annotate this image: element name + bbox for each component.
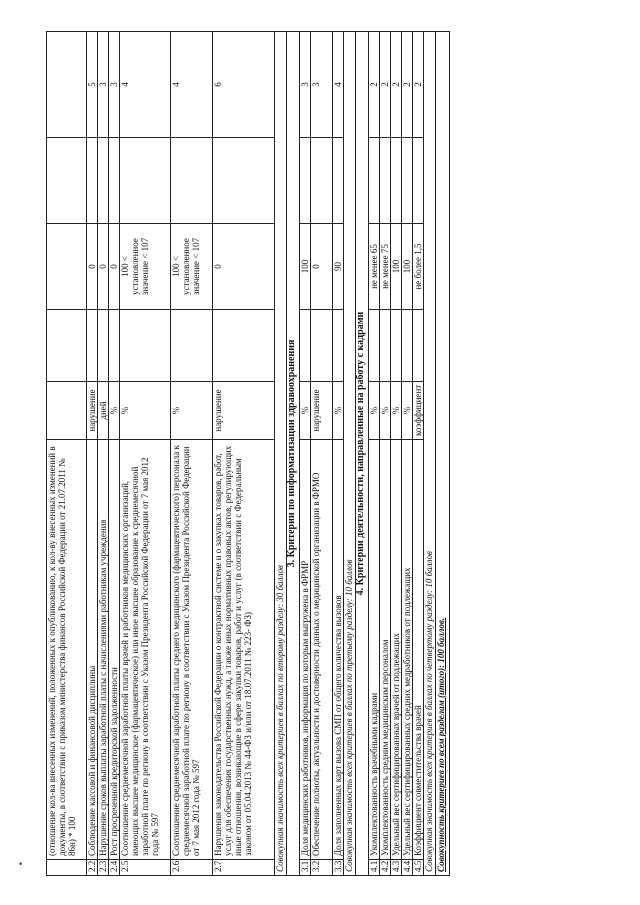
row-unit: нарушение [87,382,98,440]
row-empty [171,138,213,224]
row-unit: % [171,382,213,440]
table-row [380,32,391,876]
row-empty [391,138,402,224]
row-empty [402,138,413,224]
section-header-row [356,32,369,876]
row-score: 4 [120,32,171,138]
section-3-title: 3. Критерии по информатизации здравоохранения [287,32,300,876]
table-row [300,32,311,876]
row-unit: % [380,382,391,440]
row-unit: % [109,382,120,440]
row-criterion: Доля медицинских работников, информация по которым выгружена в ФРМР [300,440,311,860]
row-number: 3.1 [300,860,311,876]
row-score: 2 [391,32,402,138]
table-row [98,32,109,876]
row-score: 3 [98,32,109,138]
scan-mark: • [18,860,24,870]
row-empty [47,138,87,224]
row-number: 4.5 [413,860,424,876]
row-criterion: Укомплектованность врачебными кадрами [369,440,380,860]
section-2-total: Совокупная значимость всех критериев в баллах по второму разделу: 30 баллов [275,32,287,876]
row-norm: 0 [87,224,98,310]
row-norm: 0 [98,224,109,310]
row-number: 2.5 [120,860,171,876]
row-score: 2 [380,32,391,138]
row-unit: % [300,382,311,440]
row-number: 2.7 [213,860,275,876]
row-norm: 0 [311,224,333,310]
table-row [47,32,87,876]
row-criterion: Соотношение среднемесячной заработной платы врачей и работников медицинских организаций, имеющих высшее медицинское (фармацевтическое) или иное высшее образование к среднемесячной заработной плате по региону в соответствии с Указом Президента Российской Федерации от 7 мая 2012 года № 597 [120,440,171,860]
table-row [391,32,402,876]
row-unit: % [402,382,413,440]
row-criterion: Обеспечение полноты, актуальности и достоверности данных о медицинской организации в ФРМО [311,440,333,860]
row-number: 4.3 [391,860,402,876]
row-criterion: Соблюдение кассовой и финансовой дисциплины [87,440,98,860]
row-number: 3.3 [333,860,344,876]
row-empty [98,310,109,382]
section-total-row [275,32,287,876]
row-score [47,32,87,138]
row-empty [109,310,120,382]
row-unit: дней [98,382,109,440]
row-empty [300,310,311,382]
table-row [333,32,344,876]
row-empty [369,310,380,382]
table-row [402,32,413,876]
row-norm: 100 < установленное значение < 107 [171,224,213,310]
row-norm: 0 [213,224,275,310]
row-empty [380,138,391,224]
row-empty [47,310,87,382]
row-number: 4.2 [380,860,391,876]
row-unit: % [333,382,344,440]
section-4-total: Совокупная значимость всех критериев в баллах по четвертому разделу: 10 баллов [424,32,436,876]
row-number: 4.4 [402,860,413,876]
row-criterion: Соотношение среднемесячной заработной платы среднего медицинского (фармацевтического) персонала к среднемесячной заработной плате по региону в соответствии с Указом Президента Российской Федерации от 7 мая 2012 года № 597 [171,440,213,860]
row-criterion: Коэффициент совместительства врачей [413,440,424,860]
row-number: 2.3 [98,860,109,876]
row-empty [311,310,333,382]
row-score: 2 [402,32,413,138]
row-unit: % [369,382,380,440]
row-empty [120,138,171,224]
row-criterion: Нарушения законодательства Российской Федерации о контрактной системе и о закупках товаров, работ, услуг для обеспечения государственных нужд, а также иных нормативных правовых актов, регулирующих иные отношения, возникающие в сфере закупки товаров, работ и услуг (в соответствии с Федеральным законом от 05.04.2013 № 44-ФЗ и/или от 18.07.2011 № 223- ФЗ) [213,440,275,860]
row-empty [171,310,213,382]
row-score: 6 [213,32,275,138]
row-score: 5 [87,32,98,138]
row-unit: нарушение [213,382,275,440]
row-unit: нарушение [311,382,333,440]
row-number: 2.6 [171,860,213,876]
row-norm: 100 < установленное значение < 107 [120,224,171,310]
row-score: 2 [413,32,424,138]
row-score: 3 [109,32,120,138]
row-criterion: (отношение кол-ва внесенных изменений, положенных к опубликованию, к кол-ву внесенных изменений в документы, в соответствии с приказом министерства финансов Российской Федерации от 21.07.2011 № 86н) * 100 [47,440,87,860]
grand-total: Совокупность критериев по всем разделам (итого): 100 баллов. [436,32,450,876]
table-row [213,32,275,876]
row-criterion: Нарушение сроков выплаты заработной платы с начислениями работникам учреждения [98,440,109,860]
section-3-total: Совокупная значимость всех критериев в баллах по третьему разделу: 10 баллов [344,32,356,876]
section-4-title: 4. Критерии деятельности, направленные на работу с кадрами [356,32,369,876]
row-norm: 100 [300,224,311,310]
row-score: 4 [171,32,213,138]
section-header-row [287,32,300,876]
row-unit [47,382,87,440]
row-norm [47,224,87,310]
row-empty [391,310,402,382]
section-total-row [344,32,356,876]
row-norm: 100 [402,224,413,310]
row-norm: 0 [109,224,120,310]
row-criterion: Удельный вес сертифицированных врачей от подлежащих [391,440,402,860]
row-empty [109,138,120,224]
row-empty [413,310,424,382]
row-score: 4 [333,32,344,138]
criteria-table [46,31,450,876]
row-number: 3.2 [311,860,333,876]
row-score: 3 [311,32,333,138]
grand-total-row [436,32,450,876]
rotated-table-wrapper [46,32,586,876]
table-row [369,32,380,876]
row-score: 3 [300,32,311,138]
row-empty [87,138,98,224]
row-criterion: Укомплектованность средним медицинским персоналом [380,440,391,860]
row-number [47,860,87,876]
row-empty [402,310,413,382]
row-empty [333,310,344,382]
row-empty [380,310,391,382]
section-total-row [424,32,436,876]
row-criterion: Удельный вес сертифицированных средних медработников от подлежащих [402,440,413,860]
table-row [109,32,120,876]
row-empty [300,138,311,224]
table-row [311,32,333,876]
row-norm: не менее 65 [369,224,380,310]
row-norm: не менее 75 [380,224,391,310]
row-score: 2 [369,32,380,138]
row-empty [311,138,333,224]
table-row [87,32,98,876]
table-row [171,32,213,876]
row-norm: 90 [333,224,344,310]
row-unit: коэффициент [413,382,424,440]
row-criterion: Доля заполненных карт вызова СМП от общего количества вызовов [333,440,344,860]
row-number: 2.4 [109,860,120,876]
row-number: 2.2 [87,860,98,876]
row-empty [213,310,275,382]
row-number: 4.1 [369,860,380,876]
row-empty [413,138,424,224]
row-empty [213,138,275,224]
row-norm: 100 [391,224,402,310]
row-empty [98,138,109,224]
row-unit: % [120,382,171,440]
table-row [120,32,171,876]
row-norm: не более 1,5 [413,224,424,310]
row-empty [369,138,380,224]
row-empty [333,138,344,224]
row-unit: % [391,382,402,440]
row-criterion: Рост просроченной кредиторской задолженности [109,440,120,860]
table-row [413,32,424,876]
row-empty [120,310,171,382]
row-empty [87,310,98,382]
